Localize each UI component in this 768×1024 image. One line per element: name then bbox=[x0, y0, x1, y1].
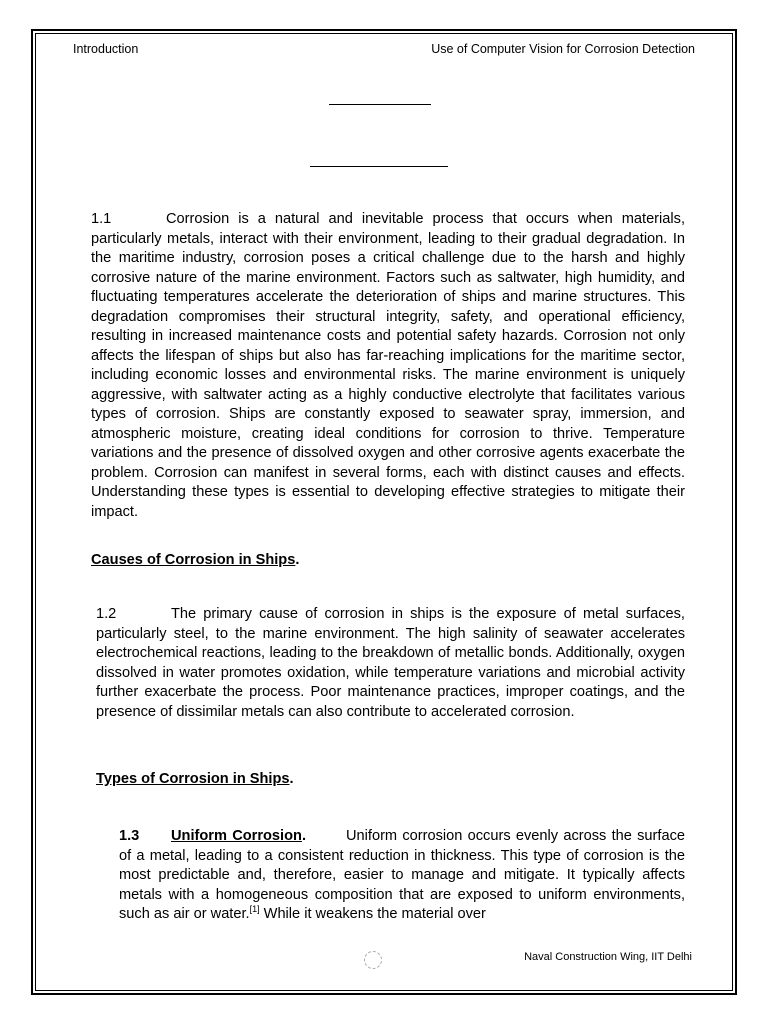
paragraph-1-2 bbox=[96, 605, 685, 722]
paragraph-text: The primary cause of corrosion in ships is the exposure of metal surfaces, particularly steel, to the marine environment. The high salinity of seawater accelerates electrochemical reactions, leading to the breakdown of metallic bonds. Additionally, oxygen dissolved in water promotes oxidation, while temperature variations and microbial activity further exacerbate the process. Poor maintenance practices, improper coatings, and the presence of dissimilar metals can also contribute to accelerated corrosion. bbox=[96, 606, 685, 720]
page-number-placeholder-icon bbox=[364, 951, 382, 969]
paragraph-number: 1.2 bbox=[96, 606, 117, 622]
paragraph-number: 1.3 bbox=[119, 828, 140, 844]
reference-marker[interactable]: [1] bbox=[249, 904, 260, 915]
header-chapter: Introduction bbox=[73, 42, 139, 56]
subsection-title: Uniform Corrosion bbox=[171, 828, 302, 844]
paragraph-number: 1.1 bbox=[91, 211, 112, 227]
paragraph-text: Uniform corrosion occurs evenly across the surface of a metal, leading to a consistent reduction in thickness. This type of corrosion is the most predictable and, therefore, easier to manage and mitigate. It typically affects metals with a homogeneous composition that are exposed to uniform environments, such as air or water. bbox=[119, 828, 685, 922]
paragraph-1-1 bbox=[91, 210, 685, 522]
paragraph-text: Corrosion is a natural and inevitable process that occurs when materials, particularly metals, interact with their environment, leading to their gradual degradation. In the maritime industry, corrosion poses a critical challenge due to the harsh and highly corrosive nature of the marine environment. Factors such as saltwater, high humidity, and fluctuating temperatures accelerate the deterioration of ships and marine structures. This degradation compromises their structural integrity, safety, and operational efficiency, resulting in increased maintenance costs and potential safety hazards. Corrosion not only affects the lifespan of ships but also has far-reaching implications for the maritime sector, including economic losses and environmental risks. The marine environment is uniquely aggressive, with saltwater acting as a highly conductive electrolyte that facilitates various types of corrosion. Ships are constantly exposed to seawater spray, immersion, and atmospheric moisture, creating ideal conditions for corrosion to thrive. Temperature variations and the presence of dissolved oxygen and other corrosive agents exacerbate the problem. Corrosion can manifest in several forms, each with distinct causes and effects. Understanding these types is essential to developing effective strategies to mitigate their impact. bbox=[91, 211, 685, 520]
section-heading-punct: . bbox=[289, 771, 294, 787]
paragraph-1-3 bbox=[119, 827, 685, 925]
footer-institution: Naval Construction Wing, IIT Delhi bbox=[524, 951, 692, 963]
paragraph-text-continued: While it weakens the material over bbox=[259, 906, 486, 922]
header-document-title: Use of Computer Vision for Corrosion Detection bbox=[431, 42, 695, 56]
subsection-title-punct: . bbox=[301, 828, 306, 844]
section-heading-types bbox=[96, 771, 294, 787]
section-heading-text: Causes of Corrosion in Ships bbox=[91, 552, 296, 568]
section-heading-text: Types of Corrosion in Ships bbox=[96, 771, 290, 787]
title-rule-short bbox=[329, 104, 431, 105]
section-heading-causes bbox=[91, 552, 299, 568]
title-rule-long bbox=[310, 166, 448, 167]
section-heading-punct: . bbox=[295, 552, 300, 568]
